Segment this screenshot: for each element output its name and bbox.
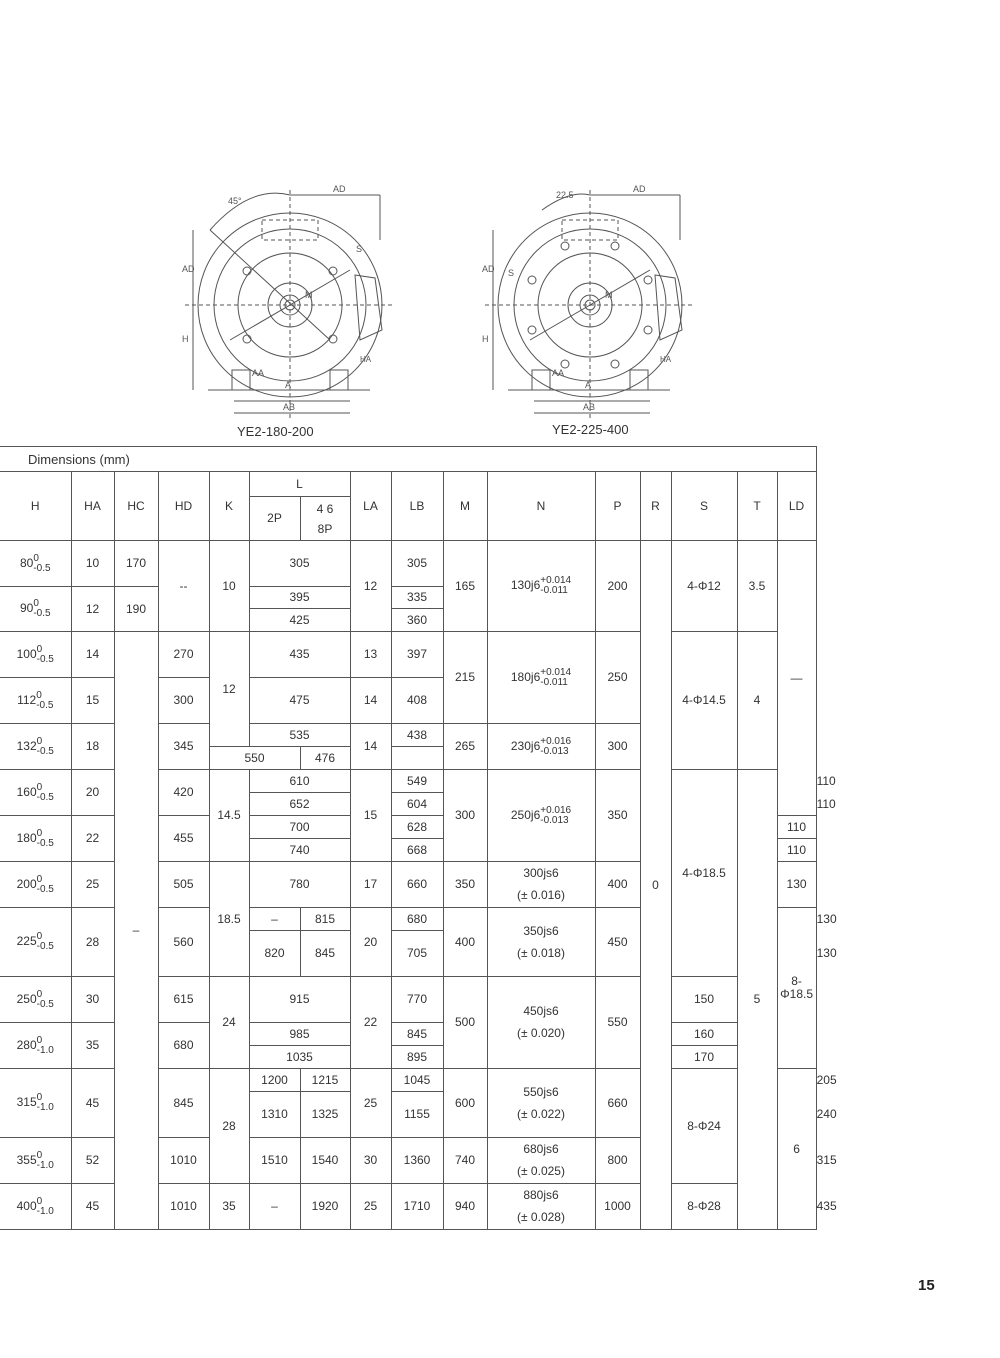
lb-cell: 1155: [391, 1092, 443, 1138]
n-line1: 300js6: [523, 866, 559, 880]
header-l-468p: 4 6 8P: [300, 497, 350, 541]
n-cell: [487, 632, 595, 724]
h-cell: [0, 770, 71, 816]
hd-cell: 680: [158, 1023, 209, 1069]
lb-cell: 1045: [391, 1069, 443, 1092]
header-lb: LB: [391, 472, 443, 541]
ha-cell: 28: [71, 908, 114, 977]
n-down: -0.013: [540, 814, 569, 826]
fig1-ad-label: AD: [333, 184, 346, 194]
fig1-ha-label: HA: [360, 355, 372, 364]
l-cell: 425: [249, 609, 350, 632]
h-base: 355: [16, 1152, 37, 1167]
n-cell: [487, 1138, 595, 1184]
ha-cell: 10: [71, 541, 114, 587]
header-m: M: [443, 472, 487, 541]
n-down: -0.011: [540, 585, 568, 596]
h-cell: [0, 1138, 71, 1184]
h-cell: [0, 724, 71, 770]
h-sub: -0.5: [36, 883, 54, 895]
m-cell: 265: [443, 724, 487, 770]
n-cell: [487, 908, 595, 977]
p-cell: 200: [595, 541, 640, 632]
ha-cell: 22: [71, 816, 114, 862]
hd-cell: 845: [158, 1069, 209, 1138]
h-cell: [0, 977, 71, 1023]
h-sub: -1.0: [36, 1159, 54, 1171]
t-cell: 4: [737, 632, 777, 770]
h-sup: 0: [36, 873, 43, 885]
h-sub: -0.5: [33, 562, 51, 574]
n-cell: [487, 541, 595, 632]
ha-cell: 12: [71, 587, 114, 632]
l-cell: 820: [249, 931, 300, 977]
k-cell: 14.5: [209, 770, 249, 862]
header-n: N: [487, 472, 595, 541]
fig1-ab-label: AB: [283, 402, 296, 412]
hc-cell: 170: [114, 541, 158, 587]
lb-cell: 604: [391, 793, 443, 816]
table-title: Dimensions (mm): [0, 447, 816, 472]
n-cell: [487, 1069, 595, 1138]
h-cell: [0, 678, 71, 724]
l-cell: 985: [249, 1023, 350, 1046]
l-cell: 1215: [300, 1069, 350, 1092]
h-base: 250: [16, 991, 37, 1006]
l-cell: 535: [249, 724, 350, 747]
s-cell: 8-Φ18.5: [777, 908, 816, 1069]
h-cell: [0, 816, 71, 862]
l-cell: 700: [249, 816, 350, 839]
fig2-ad-label: AD: [633, 184, 646, 194]
hc-cell: –: [114, 632, 158, 1230]
header-ha: HA: [71, 472, 114, 541]
header-l-2p: 2P: [249, 497, 300, 541]
h-base: 180: [16, 830, 37, 845]
n-line2: (± 0.020): [517, 1026, 565, 1040]
p-cell: 1000: [595, 1184, 640, 1230]
p-cell: 300: [595, 724, 640, 770]
ha-cell: 14: [71, 632, 114, 678]
lb-cell: 438: [391, 724, 443, 747]
h-base: 315: [16, 1095, 37, 1110]
lb-cell: 1710: [391, 1184, 443, 1230]
h-base: 80: [19, 555, 34, 570]
l-cell: –: [249, 908, 300, 931]
figure-caption: YE2-180-200: [237, 424, 314, 439]
hd-cell: 1010: [158, 1138, 209, 1184]
k-cell: 24: [209, 977, 249, 1069]
s-cell: 4-Φ12: [671, 541, 737, 632]
header-p: P: [595, 472, 640, 541]
lb-cell: 397: [391, 632, 443, 678]
hd-cell: 560: [158, 908, 209, 977]
s-cell: 4-Φ18.5: [671, 770, 737, 977]
ha-cell: 30: [71, 977, 114, 1023]
lb-cell: 705: [391, 931, 443, 977]
n-line2: (± 0.018): [517, 945, 565, 960]
lb-cell: 770: [391, 977, 443, 1023]
h-cell: [0, 1069, 71, 1138]
header-t: T: [737, 472, 777, 541]
n-base: 230j6: [510, 738, 541, 753]
fig2-a-label: A: [585, 380, 592, 390]
la-cell: 20: [350, 908, 391, 977]
h-sup: 0: [36, 931, 43, 942]
lb-cell: 845: [391, 1023, 443, 1046]
t-cell: 6: [777, 1069, 816, 1230]
s-cell: 8-Φ28: [671, 1184, 737, 1230]
p-cell: 450: [595, 908, 640, 977]
l-cell: 435: [249, 632, 350, 678]
m-cell: 600: [443, 1069, 487, 1138]
ha-cell: 18: [71, 724, 114, 770]
p-cell: 800: [595, 1138, 640, 1184]
la-cell: 12: [350, 541, 391, 632]
fig1-aa-label: AA: [252, 368, 265, 378]
p-cell: 250: [595, 632, 640, 724]
h-base: 112: [17, 692, 37, 707]
lb-cell: 476: [300, 747, 350, 770]
h-cell: [0, 632, 71, 678]
n-cell: [487, 770, 595, 862]
fig2-angle-label: 22.5: [556, 190, 574, 200]
l-cell: 815: [300, 908, 350, 931]
motor-drawing-180-200: [170, 180, 400, 420]
fig2-s-label: S: [508, 268, 515, 278]
header-la: LA: [350, 472, 391, 541]
l-cell: 1325: [300, 1092, 350, 1138]
la-cell: 15: [350, 770, 391, 862]
h-cell: [0, 908, 71, 977]
m-cell: 500: [443, 977, 487, 1069]
header-l: L: [249, 472, 350, 497]
h-sub: -0.5: [36, 745, 54, 757]
fig1-m-label: M: [305, 290, 313, 300]
hd-cell: 1010: [158, 1184, 209, 1230]
fig1-h-label: H: [182, 334, 189, 344]
l-cell: 1035: [249, 1046, 350, 1069]
h-sup: 0: [36, 988, 43, 1000]
l-cell: 305: [249, 541, 350, 587]
n-up: +0.014: [540, 575, 572, 586]
fig1-a-label: A: [285, 380, 292, 390]
la-cell: 13: [350, 632, 391, 678]
lb-cell: 660: [391, 862, 443, 908]
h-cell: [0, 862, 71, 908]
k-cell: 12: [209, 632, 249, 747]
h-sub: -0.5: [36, 998, 54, 1010]
m-cell: 740: [443, 1138, 487, 1184]
l-cell: 652: [249, 793, 350, 816]
hd-cell: 300: [158, 678, 209, 724]
l-cell: 915: [249, 977, 350, 1023]
ld-cell: —: [777, 541, 816, 816]
h-sup: 0: [36, 1195, 43, 1207]
h-sup: 0: [36, 1092, 43, 1103]
m-cell: 400: [443, 908, 487, 977]
m-cell: 350: [443, 862, 487, 908]
h-cell: [0, 1184, 71, 1230]
figure-caption: YE2-225-400: [552, 422, 629, 437]
n-down: -0.013: [540, 745, 569, 757]
la-cell: 17: [350, 862, 391, 908]
ld-cell: 110: [777, 839, 816, 862]
p-cell: 660: [595, 1069, 640, 1138]
ha-cell: 20: [71, 770, 114, 816]
l-cell: 1540: [300, 1138, 350, 1184]
ha-cell: 45: [71, 1184, 114, 1230]
l-cell: 845: [300, 931, 350, 977]
la-cell: 22: [350, 977, 391, 1069]
ld-cell: 110: [777, 816, 816, 839]
n-line2: (± 0.025): [517, 1164, 565, 1178]
fig1-ad-side-label: AD: [182, 264, 195, 274]
ld-cell: 160: [671, 1023, 737, 1046]
h-sup: 0: [36, 1034, 43, 1046]
page-number: 15: [918, 1277, 935, 1294]
h-base: 100: [16, 646, 37, 661]
hd-cell: 505: [158, 862, 209, 908]
lb-cell: 668: [391, 839, 443, 862]
n-line2: (± 0.028): [517, 1210, 565, 1224]
t-cell: 3.5: [737, 541, 777, 632]
header-h: H: [0, 472, 71, 541]
h-base: 225: [16, 934, 37, 949]
ha-cell: 45: [71, 1069, 114, 1138]
h-sub: -0.5: [33, 608, 51, 619]
k-cell: 10: [209, 541, 249, 632]
hd-cell: 455: [158, 816, 209, 862]
k-cell: 28: [209, 1069, 249, 1184]
k-cell: 35: [209, 1184, 249, 1230]
h-base: 280: [16, 1037, 37, 1052]
la-cell: 25: [350, 1069, 391, 1138]
hd-cell: 345: [158, 724, 209, 770]
m-cell: 165: [443, 541, 487, 632]
h-sub: -1.0: [36, 1205, 54, 1217]
dimensions-table: Dimensions (mm) H HA HC HD K L LA LB M N P R S T LD 2P 4 6 8P 80 0 -0.5 10 170 -- 10 305 12 305 165 130j6 +0.014 -0.011 200 0 4-Φ12 3.5 — 90 0 -0.5 12 190 395 335 425 360 100 0 -0.5 14 – 270 12 435 13 397 215 180j6 +0.014 -0.011 250 4-Φ14.5 4 112 0 -0.5 15 300 475 14 408 132 0 -0.5 18 345 535 14 438 265 230j6 +0.016 -0.013 300 550 476 160 0 -0.5 20 420 14.5 610 15 549 300 250j6 +0.016 -0.013 350 4-Φ18.5 5 110 652 604 110 180 0 -0.5 22 455 700 628 110 740 668 110 200 0 -0.5 25 505 18.5 780 17 660 350 300js6 (± 0.016) 400 130 225 0 -0.5 28 560 – 815 20 680 400 350js6 (± 0.018) 450 8-Φ18.5 130 820 845 705 130 250 0 -0.5 30 615 24 915 22 770 500 450js6 (± 0.020) 550 150 280 0 -1.0 35 680 985 845 160 1035 895 170 315 0 -1.0 45 845 28 1200 1215 25 1045 600 550js6 (± 0.022) 660 8-Φ24 6 205 1310 1325 1155 240 355 0 -1.0 52 1010 1510 1540 30 1360 740 680js6 (± 0.025) 800 315 400 0 -1.0 45 1010 35 – 1920 25 1710 940 880js6 (± 0.028) 1000 8-Φ28 435: [0, 446, 817, 1230]
lb-cell: 305: [391, 541, 443, 587]
hd-cell: 270: [158, 632, 209, 678]
h-cell: [0, 587, 71, 632]
h-base: 132: [16, 738, 37, 753]
l-cell: 1510: [249, 1138, 300, 1184]
l-cell: 610: [249, 770, 350, 793]
ha-cell: 15: [71, 678, 114, 724]
n-cell: [487, 724, 595, 770]
n-line1: 350js6: [523, 923, 559, 938]
h-base: 400: [16, 1198, 37, 1213]
h-sup: 0: [36, 781, 43, 793]
n-line2: (± 0.016): [517, 888, 565, 902]
r-cell: 0: [640, 541, 671, 1230]
n-down: -0.011: [540, 676, 568, 688]
h-sub: -1.0: [36, 1044, 54, 1056]
n-cell: [487, 977, 595, 1069]
fig2-ha-label: HA: [660, 355, 672, 364]
l-cell: 395: [249, 587, 350, 609]
n-line1: 550js6: [523, 1084, 559, 1099]
l-cell: 475: [249, 678, 350, 724]
l-cell: –: [249, 1184, 300, 1230]
hc-cell: 190: [114, 587, 158, 632]
fig2-m-label: M: [605, 290, 613, 300]
fig2-h-label: H: [482, 334, 489, 344]
h-sup: 0: [36, 735, 43, 747]
lb-cell: 335: [391, 587, 443, 609]
m-cell: 300: [443, 770, 487, 862]
h-base: 160: [16, 784, 37, 799]
s-cell: 4-Φ14.5: [671, 632, 737, 770]
lb-cell: 680: [391, 908, 443, 931]
lb-cell: 549: [391, 770, 443, 793]
n-up: +0.014: [540, 666, 572, 678]
fig2-ab-label: AB: [583, 402, 596, 412]
n-line1: 880js6: [523, 1188, 559, 1202]
h-sub: -0.5: [36, 791, 54, 803]
h-sub: -0.5: [36, 837, 54, 849]
hd-cell: --: [158, 541, 209, 632]
fig2-ad-side-label: AD: [482, 264, 495, 274]
l-cell: 1200: [249, 1069, 300, 1092]
ld-cell: 170: [671, 1046, 737, 1069]
lb-cell: 360: [391, 609, 443, 632]
ld-cell: 130: [777, 862, 816, 908]
s-cell: 8-Φ24: [671, 1069, 737, 1184]
h-base: 90: [19, 601, 34, 616]
header-r: R: [640, 472, 671, 541]
n-base: 180j6: [510, 669, 541, 684]
n-line1: 680js6: [523, 1142, 559, 1156]
header-k: K: [209, 472, 249, 541]
h-sup: 0: [36, 1149, 43, 1161]
la-cell: 14: [350, 678, 391, 724]
h-sub: -0.5: [36, 941, 54, 952]
n-cell: [487, 1184, 595, 1230]
hd-cell: 615: [158, 977, 209, 1023]
m-cell: 215: [443, 632, 487, 724]
fig1-s-label: S: [356, 244, 363, 254]
hd-cell: 420: [158, 770, 209, 816]
h-sub: -1.0: [36, 1102, 54, 1113]
p-cell: 400: [595, 862, 640, 908]
m-cell: 940: [443, 1184, 487, 1230]
h-sup: 0: [36, 827, 43, 839]
lb-cell: 895: [391, 1046, 443, 1069]
h-sup: 0: [33, 552, 39, 564]
fig2-aa-label: AA: [552, 368, 565, 378]
lb-cell: 408: [391, 678, 443, 724]
l-cell: 550: [209, 747, 300, 770]
k-cell: 18.5: [209, 862, 249, 977]
t-cell: 5: [737, 770, 777, 1230]
l-cell: 740: [249, 839, 350, 862]
h-sub: -0.5: [36, 653, 54, 665]
fig1-angle-label: 45°: [228, 196, 242, 206]
n-up: +0.016: [540, 804, 572, 816]
h-sup: 0: [33, 598, 39, 609]
ld-cell: 150: [671, 977, 737, 1023]
h-sup: 0: [36, 643, 43, 655]
n-base: 250j6: [510, 807, 541, 822]
h-cell: [0, 541, 71, 587]
l-cell: 1310: [249, 1092, 300, 1138]
ha-cell: 25: [71, 862, 114, 908]
h-sup: 0: [36, 689, 42, 701]
h-base: 200: [16, 876, 37, 891]
la-cell: 30: [350, 1138, 391, 1184]
lb-cell: 1360: [391, 1138, 443, 1184]
n-base: 130j6: [510, 578, 541, 593]
n-line2: (± 0.022): [517, 1106, 565, 1121]
h-cell: [0, 1023, 71, 1069]
p-cell: 550: [595, 977, 640, 1069]
l-cell: 1920: [300, 1184, 350, 1230]
lb-cell: 628: [391, 816, 443, 839]
la-cell: 25: [350, 1184, 391, 1230]
n-cell: [487, 862, 595, 908]
n-line1: 450js6: [523, 1004, 559, 1018]
h-sub: -0.5: [36, 699, 54, 711]
n-up: +0.016: [540, 735, 572, 747]
ha-cell: 52: [71, 1138, 114, 1184]
la-cell: 14: [350, 724, 391, 770]
header-hd: HD: [158, 472, 209, 541]
header-s: S: [671, 472, 737, 541]
header-ld: LD: [777, 472, 816, 541]
motor-drawing-225-400: [470, 180, 700, 420]
l-cell: 780: [249, 862, 350, 908]
p-cell: 350: [595, 770, 640, 862]
header-hc: HC: [114, 472, 158, 541]
ha-cell: 35: [71, 1023, 114, 1069]
